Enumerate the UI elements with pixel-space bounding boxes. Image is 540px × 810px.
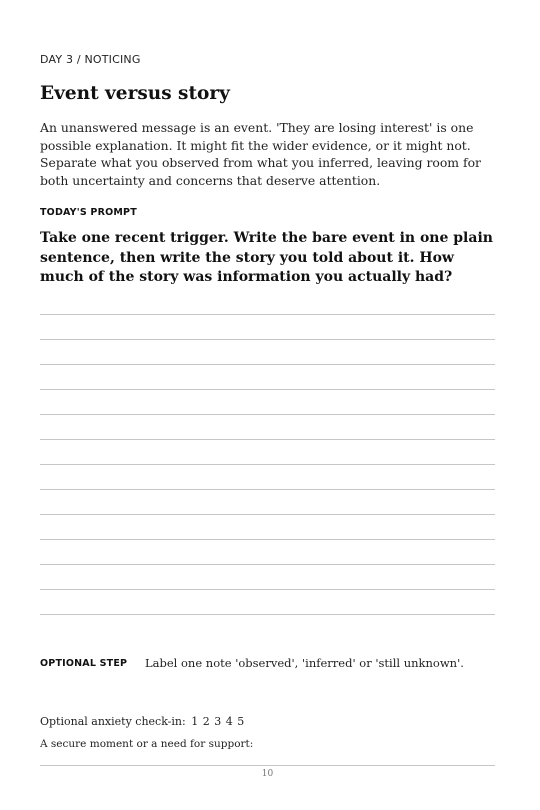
writing-line[interactable] — [40, 489, 495, 490]
writing-line[interactable] — [40, 614, 495, 615]
intro-paragraph: An unanswered message is an event. 'They are losing interest' is one possible explanation. It might fit the wider evidence, or it might not. Separate what you observed from what you inferred, leaving room for both uncertainty and concerns that deserve attention. — [40, 120, 481, 188]
optional-step-label: OPTIONAL STEP — [40, 658, 128, 669]
writing-line[interactable] — [40, 364, 495, 365]
support-answer-line[interactable] — [40, 765, 495, 766]
writing-line[interactable] — [40, 564, 495, 565]
journal-page — [40, 0, 495, 810]
anxiety-checkin — [40, 715, 245, 728]
page-number: 10 — [261, 769, 274, 779]
writing-line[interactable] — [40, 414, 495, 415]
writing-area[interactable] — [40, 314, 495, 639]
checkin-option-5[interactable]: 5 — [237, 715, 245, 728]
support-label: A secure moment or a need for support: — [40, 738, 254, 750]
checkin-scale — [191, 715, 245, 728]
prompt-text: Take one recent trigger. Write the bare event in one plain sentence, then write the story you told about it. How much of the story was information you actually had? — [40, 230, 493, 285]
writing-line[interactable] — [40, 514, 495, 515]
checkin-option-2[interactable]: 2 — [202, 715, 210, 728]
writing-line[interactable] — [40, 439, 495, 440]
checkin-option-1[interactable]: 1 — [191, 715, 199, 728]
checkin-label: Optional anxiety check-in: — [40, 715, 186, 728]
section-label: DAY 3 / NOTICING — [40, 53, 141, 66]
writing-line[interactable] — [40, 314, 495, 315]
checkin-option-4[interactable]: 4 — [225, 715, 233, 728]
checkin-option-3[interactable]: 3 — [214, 715, 222, 728]
writing-line[interactable] — [40, 464, 495, 465]
writing-line[interactable] — [40, 339, 495, 340]
page-title: Event versus story — [40, 83, 230, 104]
writing-line[interactable] — [40, 539, 495, 540]
optional-step-text: Label one note 'observed', 'inferred' or 'still unknown'. — [145, 656, 464, 670]
writing-line[interactable] — [40, 389, 495, 390]
prompt-label: TODAY'S PROMPT — [40, 207, 137, 218]
writing-line[interactable] — [40, 589, 495, 590]
